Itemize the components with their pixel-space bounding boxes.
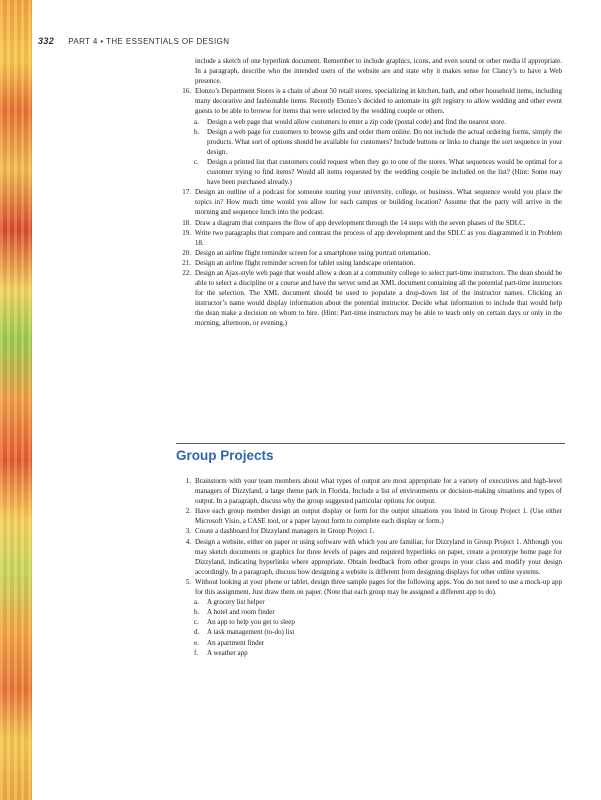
subitem-letter: d. [194,628,200,637]
subitem-text: Design a printed list that customers could request when they go to one of the stores. What sequences would be optimal for a customer trying to find items? Would all items requested by the wedding couple be included on the list? (Hint: Some may have been purchased already.) [207,157,562,187]
subitem-text: A weather app [207,648,248,657]
problem-item [176,228,562,248]
project-number: 5. [185,577,191,586]
group-projects-heading: Group Projects [176,448,274,463]
problem-text: Design an airline flight reminder screen for tablet using landscape orientation. [195,258,416,267]
group-project-item [176,577,562,597]
subitem-letter: b. [194,608,200,617]
subitem-letter: f. [194,648,199,657]
project-subitem [176,638,562,648]
group-project-item [176,537,562,577]
running-header [38,36,578,46]
project-text: Brainstorm with your team members about what types of output are most appropriate for a variety of executives and high-level managers of Dizzyland, a large theme park in Florida. Include a list of environments or decision-making situations and types of output. In a paragraph, discuss why the group suggested particular options for output. [195,477,562,506]
problem-item [176,258,562,268]
subitem-text: An apartment finder [207,638,265,647]
project-subitem [176,597,562,607]
problem-text: Design an airline flight reminder screen for a smartphone using portrait orientation. [195,248,431,257]
project-subitem [176,648,562,658]
project-number: 1. [185,477,191,485]
problem-text: Write two paragraphs that compare and contrast the process of app development and the SDLC as you diagrammed it in Problem 18. [195,228,562,247]
problem-number: 20. [182,248,191,257]
problem-subitem [176,157,562,187]
problem-number: 18. [182,218,191,227]
group-project-item [176,476,562,506]
project-subitem [176,627,562,637]
subitem-letter: c. [194,618,199,627]
problem-number: 19. [182,228,191,237]
subitem-letter: e. [194,638,199,647]
project-number: 4. [185,537,191,546]
decorative-side-stripe [0,0,32,800]
problem-text: Draw a diagram that compares the flow of app development through the 14 steps with the seven phases of the SDLC. [195,218,526,227]
problem-text: Design an outline of a podcast for someone touring your university, college, or business. What sequence would you place the topics in? How much time would you allow for each campus or building location? Assume that the party will arrive in the morning and sequence lunch into the podcast. [195,188,562,217]
project-text: Without looking at your phone or tablet, design three sample pages for the following apps. You do not need to use a mock-up app for this assignment. Just draw them on paper. (Note that each group may be assigned a different app to do). [195,577,562,597]
problems-section [176,56,562,329]
section-divider [176,443,565,444]
problem-text: Elonzo’s Department Stores is a chain of about 50 retail stores, specializing in kitchen, bath, and other household items, including many decorative and fashionable items. Recently Elonzo’s decided to automate its gift registry to allow wedding and other event guests to be able to browse for items that were selected by the wedding couple or others. [195,87,562,116]
problem-number: 22. [182,268,191,277]
project-text: Design a website, either on paper or using software with which you are familiar, for Dizzyland in Group Project 1. Although you may sketch documents or graphics for three levels of pages and required hyperlinks on paper, create a prototype home page for Dizzyland, indicating hyperlinks where appropriate. Obtain feedback from other groups in your class and modify your design accordingly. In a paragraph, discuss how designing a website is different from designing displays for other online systems. [195,537,562,576]
subitem-text: Design a web page that would allow customers to enter a zip code (postal code) and find the nearest store. [207,117,507,126]
problem-item [176,187,562,217]
subitem-text: A hotel and room finder [207,608,275,617]
problem-number: 21. [182,258,191,267]
group-project-item [176,506,562,526]
problem-subitem [176,127,562,157]
problem-subitem [176,117,562,127]
subitem-letter: c. [194,157,199,166]
project-subitem [176,617,562,627]
subitem-text: A grocery list helper [207,598,265,607]
subitem-letter: a. [194,598,199,607]
project-number: 3. [185,527,191,536]
group-project-item [176,526,562,536]
project-subitem [176,607,562,617]
problem-item [176,86,562,116]
problem-item [176,218,562,228]
project-text: Create a dashboard for Dizzyland managers in Group Project 1. [195,527,375,536]
subitem-letter: b. [194,127,200,136]
intro-continuation: include a sketch of one hyperlink document. Remember to include graphics, icons, and even sound or other media if appropriate. In a paragraph, describe who the intended users of the website are and state why it makes sense for Clancy’s to have a Web presence. [195,57,562,86]
subitem-text: An app to help you get to sleep [207,618,295,627]
problem-text: Design an Ajax-style web page that would allow a dean at a community college to select part-time instructors. The dean should be able to select a discipline or a course and have the server send an XML document containing all the potential part-time instructors for the selection. The XML document should be used to populate a drop-down list of the instructor names. Clicking an instructor’s name would display information about the potential instructor. Decide what information to include that would help the dean make a decision on whom to hire. (Hint: Part-time instructors may be able to teach only on certain days or only in the morning, afternoon, or evening.) [195,268,562,328]
project-text: Have each group member design an output display or form for the output situations you listed in Group Project 1. (Use either Microsoft Visio, a CASE tool, or a paper layout form to complete each display or form.) [195,507,562,526]
problem-item [176,268,562,329]
group-projects-section [176,476,562,658]
problem-number: 17. [182,188,191,197]
problem-item [176,248,562,258]
project-number: 2. [185,507,191,516]
subitem-letter: a. [194,117,199,126]
subitem-text: A task management (to-do) list [207,628,295,637]
subitem-text: Design a web page for customers to browse gifts and order them online. Do not include the actual ordering forms, simply the products. What sort of options should be available for customers? Include buttons or links to change the sort sequence in your design. [207,127,562,156]
page-number: 332 [38,36,55,46]
problem-number: 16. [182,87,191,96]
part-label: PART 4 • THE ESSENTIALS OF DESIGN [68,37,230,46]
